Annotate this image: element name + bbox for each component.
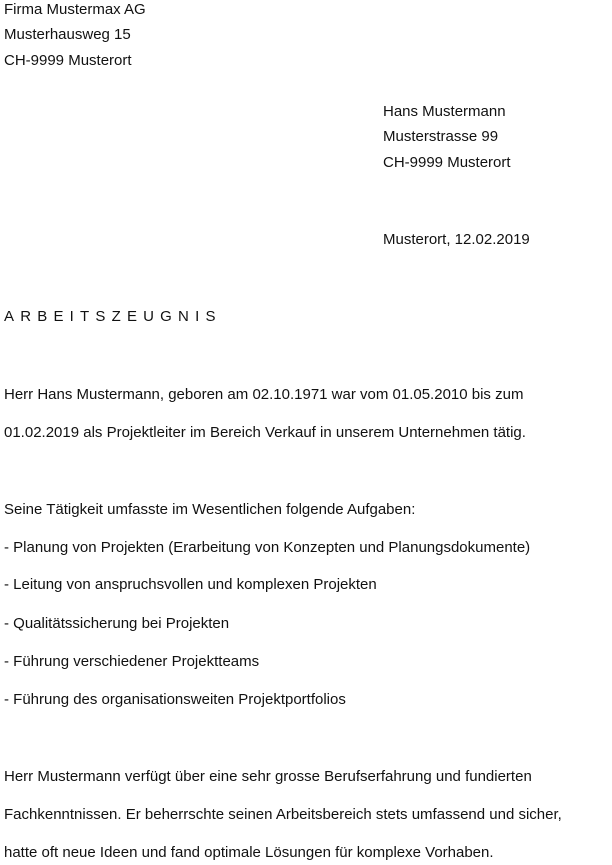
sender-city: CH-9999 Musterort (4, 52, 132, 69)
date-line: Musterort, 12.02.2019 (383, 231, 530, 248)
assessment-line-1: Herr Mustermann verfügt über eine sehr grosse Berufserfahrung und fundierten (4, 768, 532, 785)
task-item: - Qualitätssicherung bei Projekten (4, 615, 230, 632)
recipient-street: Musterstrasse 99 (383, 128, 499, 145)
recipient-city: CH-9999 Musterort (383, 154, 511, 171)
intro-line-2: 01.02.2019 als Projektleiter im Bereich Verkauf in unserem Unternehmen tätig. (4, 424, 526, 441)
assessment-line-3: hatte oft neue Ideen und fand optimale Lösungen für komplexe Vorhaben. (4, 844, 494, 861)
task-item: - Führung des organisationsweiten Projektportfolios (4, 691, 346, 708)
task-item: - Führung verschiedener Projektteams (4, 653, 260, 670)
recipient-name: Hans Mustermann (383, 103, 506, 120)
intro-line-1: Herr Hans Mustermann, geboren am 02.10.1971 war vom 01.05.2010 bis zum (4, 386, 524, 403)
tasks-heading: Seine Tätigkeit umfasste im Wesentlichen folgende Aufgaben: (4, 501, 416, 518)
sender-street: Musterhausweg 15 (4, 26, 131, 43)
document-title: ARBEITSZEUGNIS (4, 308, 222, 325)
assessment-line-2: Fachkenntnissen. Er beherrschte seinen Arbeitsbereich stets umfassend und sicher, (4, 806, 562, 823)
task-item: - Leitung von anspruchsvollen und komplexen Projekten (4, 576, 377, 593)
task-item: - Planung von Projekten (Erarbeitung von Konzepten und Planungsdokumente) (4, 539, 531, 556)
sender-company: Firma Mustermax AG (4, 1, 146, 18)
